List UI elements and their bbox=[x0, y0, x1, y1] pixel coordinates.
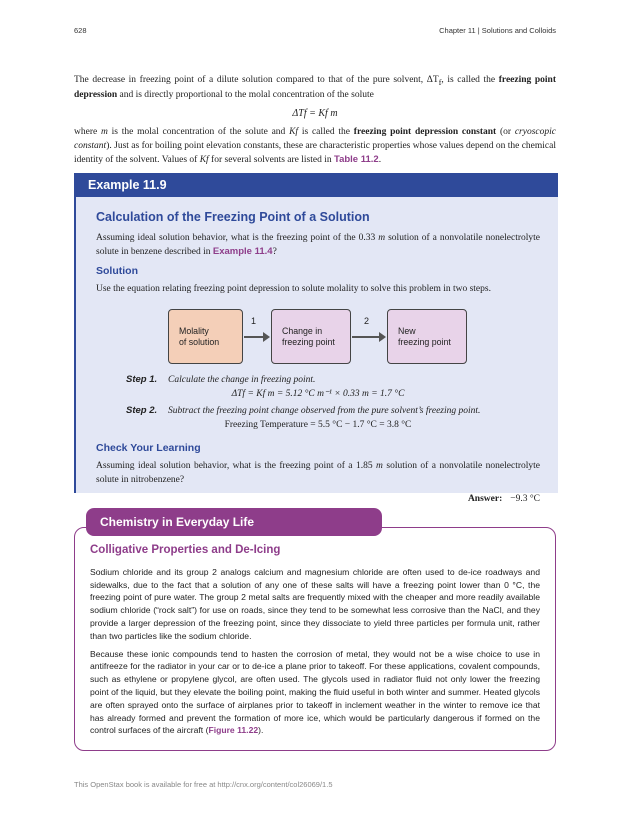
flow-arrow-1 bbox=[244, 336, 268, 338]
flow-arrow-2-label: 2 bbox=[364, 315, 370, 326]
flow-box-new-freezing-point: New freezing point bbox=[387, 309, 467, 364]
everyday-paragraph-1: Sodium chloride and its group 2 analogs calcium and magnesium chloride are often used to de-ice roadways and sidewalks, due to the fact that a solution of any one of these salts will have a freezing point lower than 0 °C, the freezing point of pure water. The group 2 metal salts are frequently mixed with the cheaper and more readily available sodium chloride (“rock salt”) for use on roads, since they tend to be somewhat less corrosive than the NaCl, and they provide a larger depression of the freezing point, since they dissociate to yield three particles per formula unit, rather than two particles like the sodium chloride. bbox=[90, 566, 540, 641]
flow-arrow-1-label: 1 bbox=[251, 315, 257, 326]
everyday-life-content bbox=[90, 544, 540, 742]
check-question: Assuming ideal solution behavior, what is the freezing point of a 1.85 m solution of a nonvolatile nonelectrolyte solute in nitrobenzene? bbox=[96, 461, 540, 485]
step-1-calculation: ΔTf = Kf m = 5.12 °C m⁻¹ × 0.33 m = 1.7 °C bbox=[231, 389, 405, 399]
step-1: Step 1. Calculate the change in freezing point. bbox=[126, 373, 316, 385]
term-freezing-point-depression: freezing point depression bbox=[74, 75, 557, 101]
example-box bbox=[74, 173, 558, 504]
footer-note: This OpenStax book is available for free at http://cnx.org/content/col26069/1.5 bbox=[74, 780, 333, 789]
example-11-4-link[interactable]: Example 11.4 bbox=[212, 246, 273, 257]
solution-text: Use the equation relating freezing point depression to solute molality to solve this problem in two steps. bbox=[96, 284, 491, 294]
intro-paragraph-1: The decrease in freezing point of a dilute solution compared to that of the pure solvent, $\Delta T_f$, is called the freezing point depression and is directly proportional to the molal concentration of the solute bbox=[74, 75, 557, 101]
example-label: Example 11.9 bbox=[76, 173, 558, 197]
flow-box-molality: Molality of solution bbox=[168, 309, 243, 364]
step-2-calculation: Freezing Temperature = 5.5 °C − 1.7 °C = 3.8 °C bbox=[224, 420, 412, 430]
page-number: 628 bbox=[74, 26, 87, 35]
step-2: Step 2. Subtract the freezing point change observed from the pure solvent’s freezing point. bbox=[126, 404, 481, 416]
check-your-learning-heading: Check Your Learning bbox=[96, 441, 201, 454]
intro-paragraph-2: where m is the molal concentration of the solute and Kf is called the freezing point depression constant (or cryoscopic constant). Just as for boiling point elevation constants, these are characteristic properties whose values depend on the chemical identity of the solvent. Values of Kf for several solvents are listed in Table 11.2. bbox=[74, 127, 556, 166]
solution-heading: Solution bbox=[96, 264, 138, 277]
figure-11-22-link[interactable]: Figure 11.22 bbox=[208, 725, 259, 736]
table-11-2-link[interactable]: Table 11.2 bbox=[333, 154, 379, 166]
chapter-header: Chapter 11 | Solutions and Colloids bbox=[439, 26, 556, 35]
solution-flowchart bbox=[96, 303, 540, 373]
flow-box-change: Change in freezing point bbox=[271, 309, 351, 364]
freezing-point-equation: ΔTf = Kf m bbox=[292, 107, 338, 119]
example-question: Assuming ideal solution behavior, what is the freezing point of the 0.33 m solution of a nonvolatile nonelectrolyte solute in benzene described in Example 11.4? bbox=[96, 232, 540, 257]
everyday-paragraph-2: Because these ionic compounds tend to hasten the corrosion of metal, they would not be a wise choice to use in antifreeze for the radiator in your car or to de-ice a plane prior to takeoff. For these applications, covalent compounds, such as ethylene or propylene glycol, are often used. The glycols used in radiator fluid not only lower the freezing point of the liquid, but they elevate the boiling point, making the fluid useful in both winter and summer. Heated glycols are often sprayed onto the surface of airplanes prior to takeoff in inclement weather in the winter to remove ice that has already formed and prevent the formation of more ice, which would be particularly dangerous if formed on the control surfaces of the aircraft (Figure 11.22). bbox=[90, 648, 540, 736]
example-title: Calculation of the Freezing Point of a Solution bbox=[96, 210, 370, 224]
term-freezing-point-depression-constant: freezing point depression constant bbox=[353, 127, 497, 138]
answer: Answer: −9.3 °C bbox=[467, 494, 540, 504]
answer-value: −9.3 °C bbox=[510, 494, 540, 504]
intro-section bbox=[74, 74, 556, 168]
everyday-life-tab: Chemistry in Everyday Life bbox=[86, 508, 382, 536]
everyday-life-title: Colligative Properties and De-Icing bbox=[90, 544, 281, 556]
flow-arrow-2 bbox=[352, 336, 384, 338]
